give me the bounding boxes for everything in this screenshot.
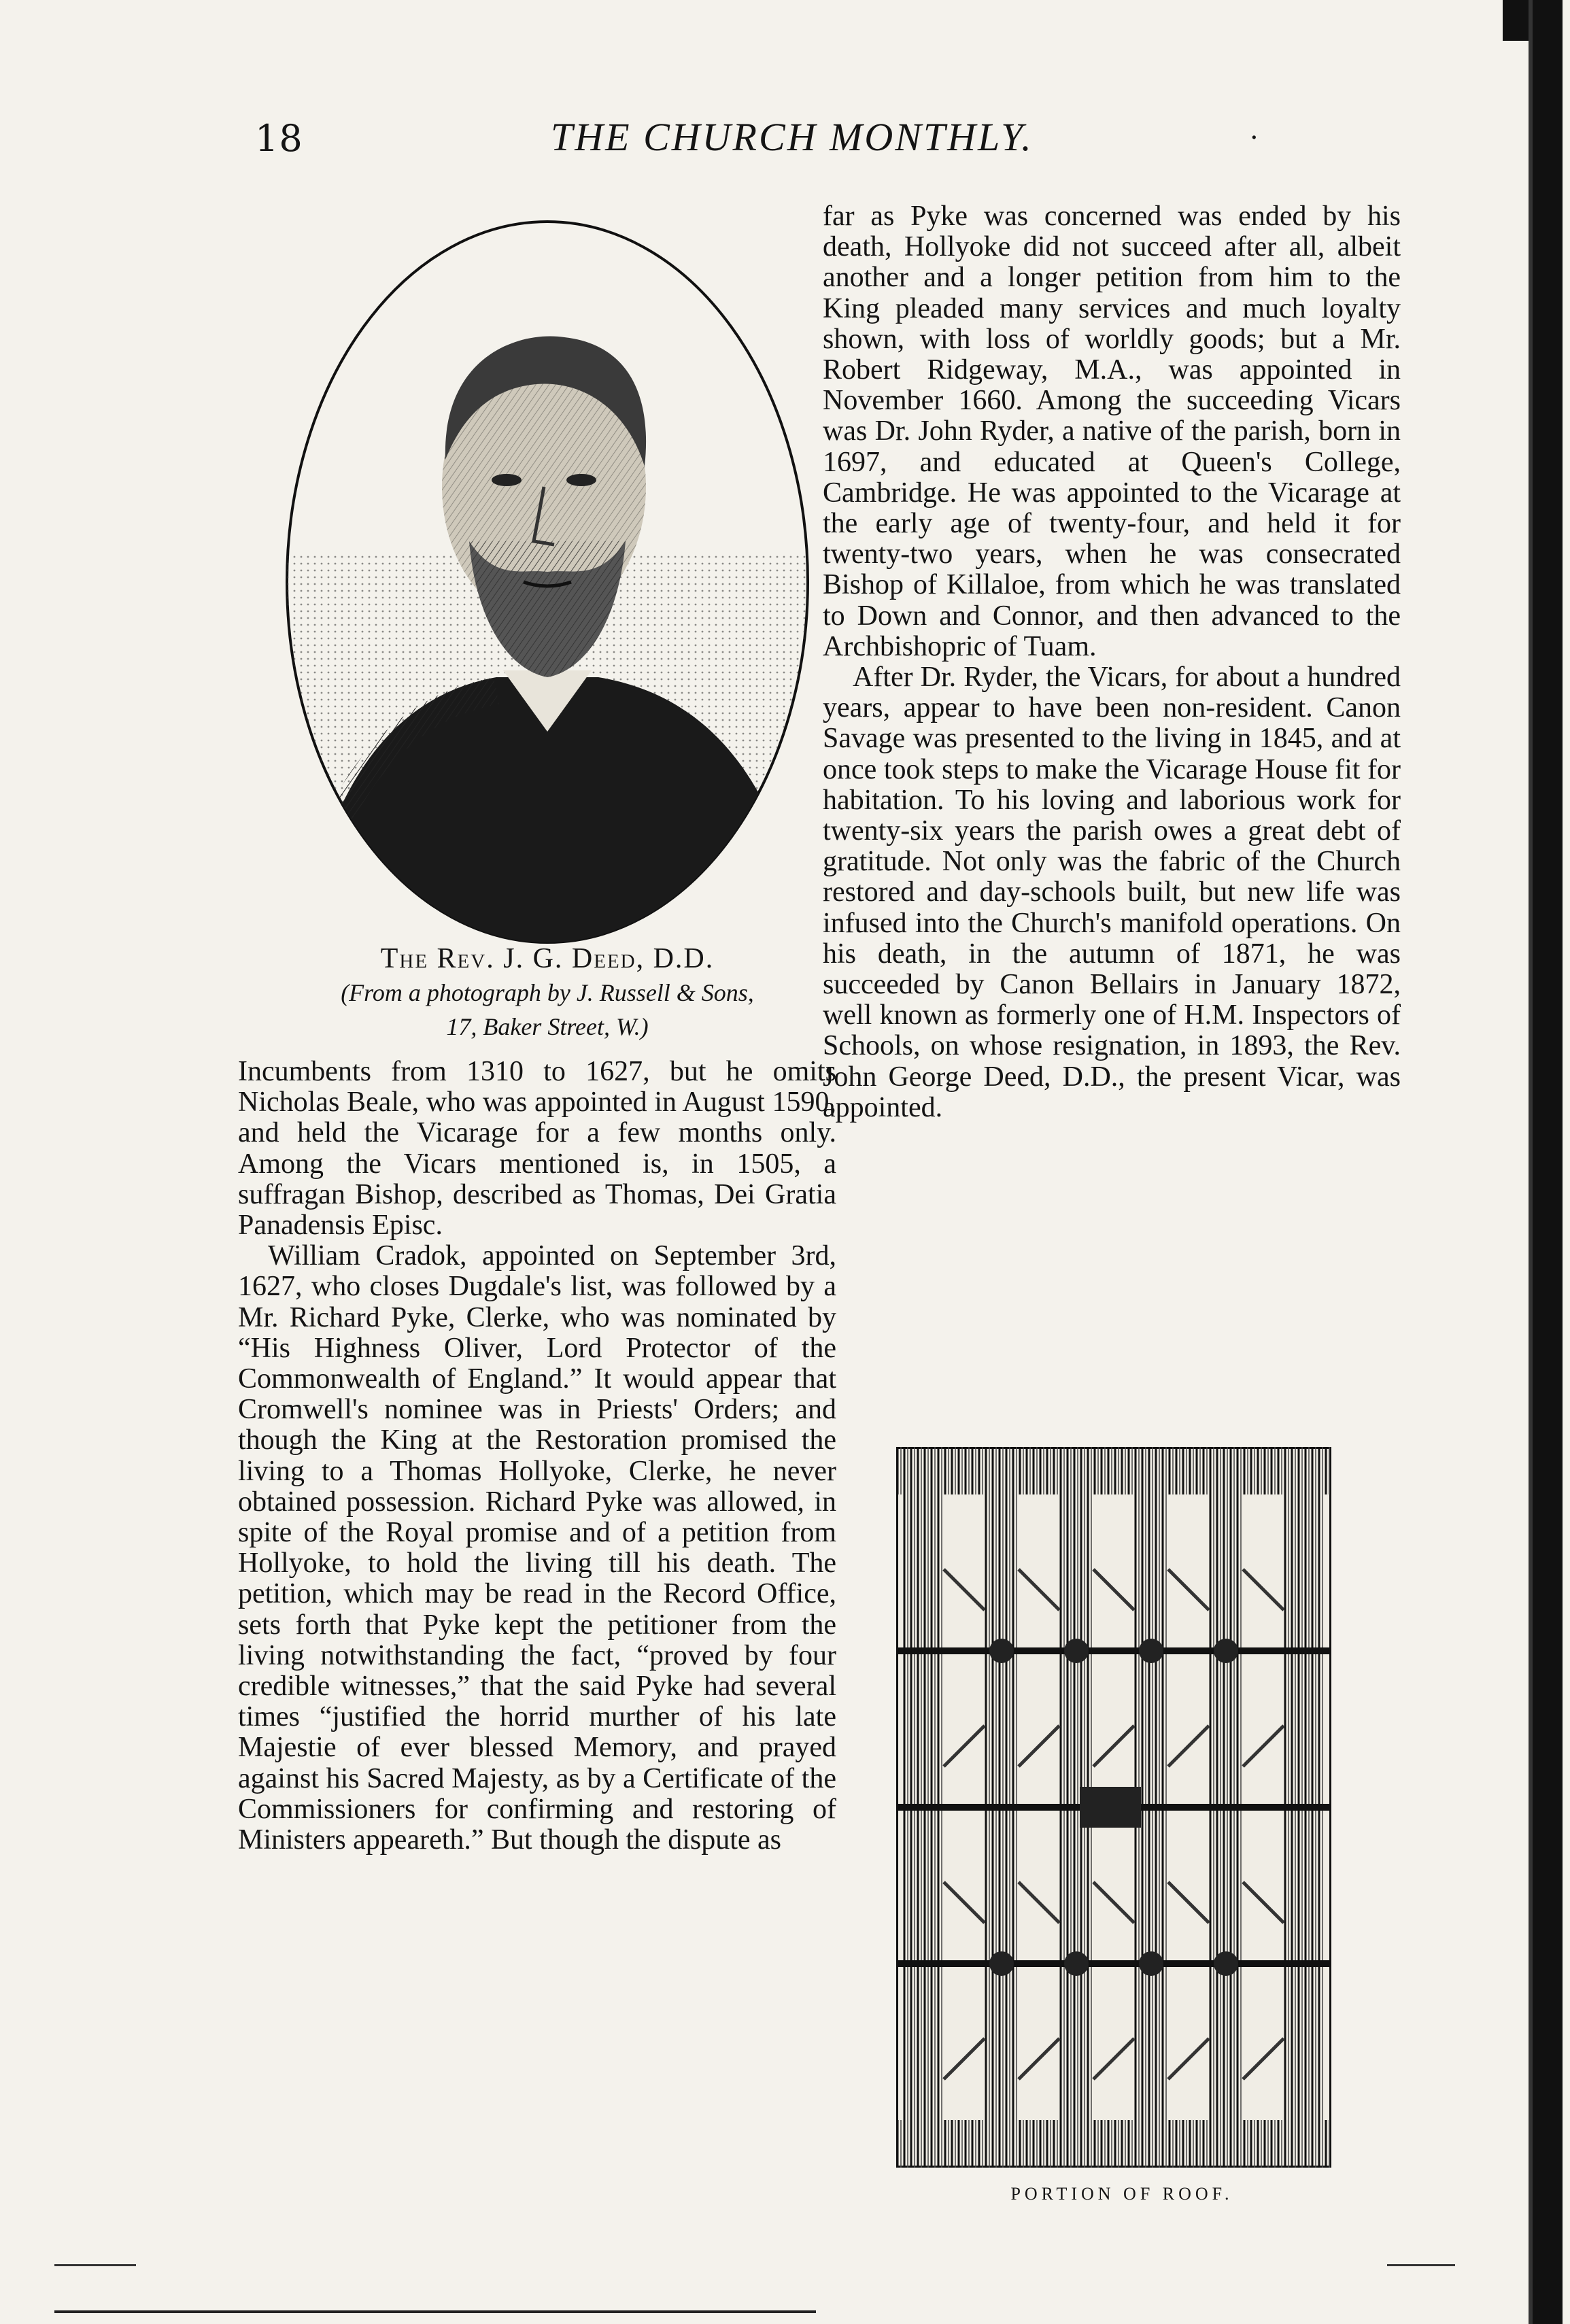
left-paragraph-2: William Cradok, appointed on September 3rd, 1627, who closes Dugdale's list, was followed by a Mr. Richard Pyke, Clerke, who was nominated by “His Highness Oliver, Lord Protector of the Commonwealth of England.” It would appear that Cromwell's nominee was in Priests' Orders; and though the King at the Restoration promised the living to a Thomas Hollyoke, Clerke, he never obtained possession. Richard Pyke was allowed, in spite of the Royal promise and of a petition from Hollyoke, to hold the living till his death. The petition, which may be read in the Record Office, sets forth that Pyke kept the petitioner from the living notwithstanding the fact, “proved by four credible witnesses,” that the said Pyke had several times “justified the horrid murther of his late Majestie of ever blessed Memory, and prayed against his Sacred Majesty, as by a Certificate of the Commissioners for confirming and restoring of Ministers appeareth.” But though the dispute as	[238, 1240, 836, 1856]
caption-credit-line-2: 17, Baker Street, W.)	[446, 1013, 649, 1040]
roof-caption: PORTION OF ROOF.	[1010, 2184, 1233, 2204]
right-column	[823, 201, 1401, 1123]
running-title: THE CHURCH MONTHLY.	[551, 115, 1034, 159]
right-paragraph-2: After Dr. Ryder, the Vicars, for about a hundred years, appear to have been non-resident. Canon Savage was presented to the living in 1845, and at once took steps to make the Vicarage House fit for habitation. To his loving and laborious work for twenty-six years the parish owes a great debt of gratitude. Not only was the fabric of the Church restored and day-schools built, but new life was infused into the Church's manifold operations. On his death, in the autumn of 1871, he was succeeded by Canon Bellairs in January 1872, well known as formerly one of H.M. Inspectors of Schools, on whose resignation, in 1893, the Rev. John George Deed, D.D., the present Vicar, was appointed.	[823, 662, 1401, 1123]
speck: ·	[1250, 122, 1259, 154]
right-paragraph-1: far as Pyke was concerned was ended by his death, Hollyoke did not succeed after all, albeit another and a longer petition from him to the King pleaded many services and much loyalty shown, with loss of worldly goods; but a Mr. Robert Ridgeway, M.A., was appointed in November 1660. Among the succeeding Vicars was Dr. John Ryder, a native of the parish, born in 1697, and educated at Queen's College, Cambridge. He was appointed to the Vicarage at the early age of twenty-four, and held it for twenty-two years, when he was consecrated Bishop of Killaloe, from which he was translated to Down and Connor, and then advanced to the Archbishopric of Tuam.	[823, 201, 1401, 662]
portrait-icon	[272, 201, 823, 949]
left-paragraph-1: Incumbents from 1310 to 1627, but he omits Nicholas Beale, who was appointed in August 1590, and held the Vicarage for a few months only. Among the Vicars mentioned is, in 1505, a suffragan Bishop, described as Thomas, Dei Gratia Panadensis Episc.	[238, 1056, 836, 1242]
roof-icon	[896, 1447, 1331, 2168]
margin-bar-notch	[1503, 0, 1530, 41]
left-column	[238, 1057, 836, 1856]
right-margin-bar	[1529, 0, 1563, 2324]
caption-credit-line-1: (From a photograph by J. Russell & Sons,	[341, 979, 754, 1006]
footer-dash	[1387, 2264, 1455, 2266]
roof-figure	[896, 1447, 1331, 2168]
page-number: 18	[255, 117, 303, 160]
portrait-caption	[238, 942, 857, 1044]
footer-dash	[54, 2264, 136, 2266]
caption-name: The Rev. J. G. Deed, D.D.	[380, 943, 715, 974]
portrait-figure	[272, 201, 823, 949]
footer-rule	[54, 2310, 816, 2313]
